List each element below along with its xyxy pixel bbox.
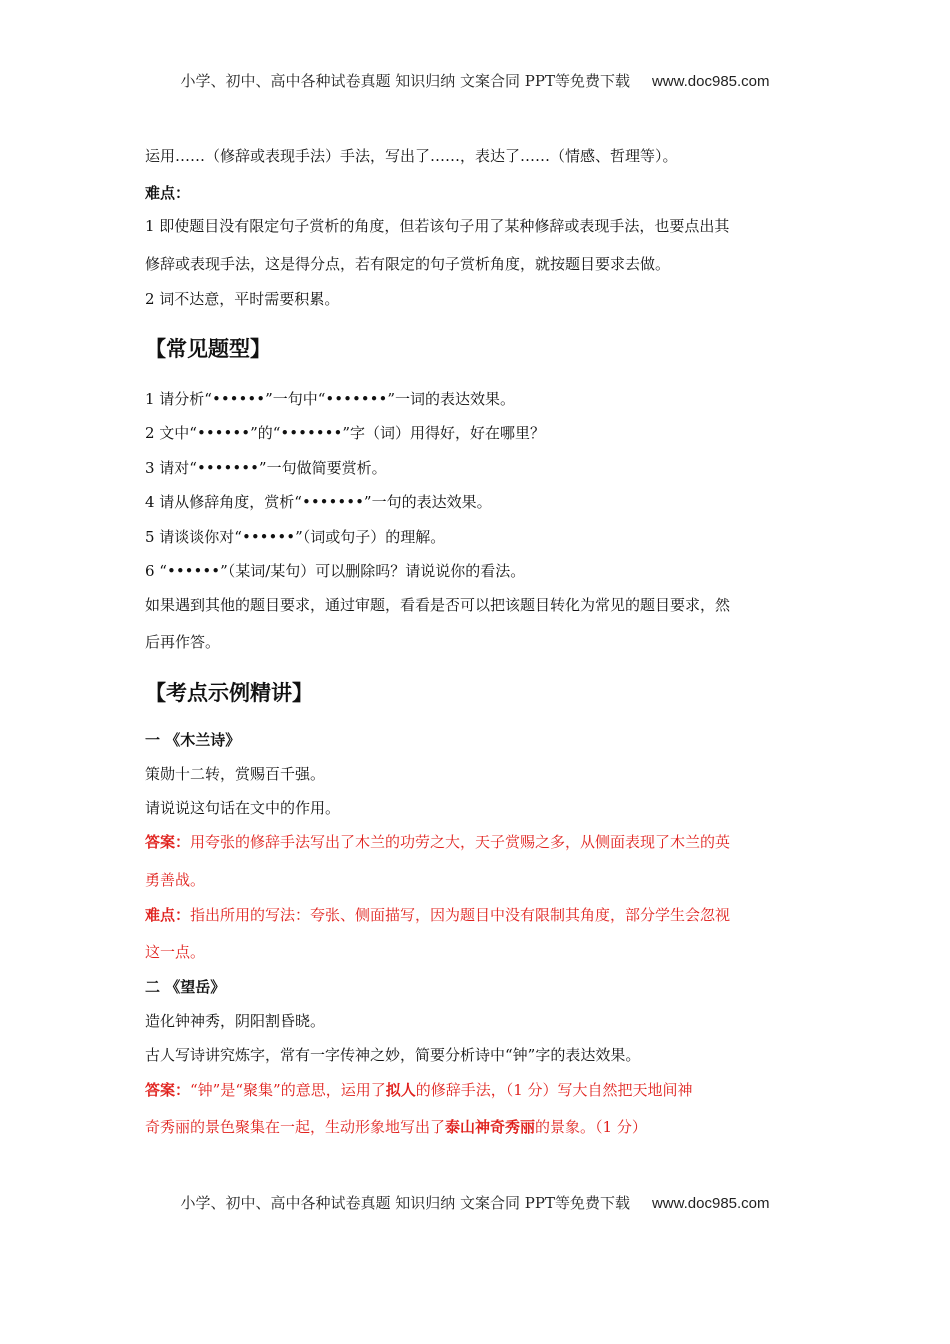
answer-label: 答案： xyxy=(145,1081,191,1099)
examples-title: 【考点示例精讲】 xyxy=(145,681,313,705)
formula-line: 运用……（修辞或表现手法）手法，写出了……，表达了……（情感、哲理等）。 xyxy=(145,147,678,165)
answer-text: “钟”是“聚集”的意思，运用了 xyxy=(190,1081,386,1099)
type-item-2: 2 文中“••••••”的“•••••••”字（词）用得好，好在哪里？ xyxy=(145,424,546,442)
answer-text: 奇秀丽的景色聚集在一起，生动形象地写出了 xyxy=(145,1118,446,1136)
example-2-heading: 二 《望岳》 xyxy=(145,978,226,996)
example-1-answer-line2: 勇善战。 xyxy=(145,871,206,889)
example-2-question: 古人写诗讲究炼字，常有一字传神之妙，简要分析诗中“钟”字的表达效果。 xyxy=(145,1046,641,1064)
footer-text: 小学、初中、高中各种试卷真题 知识归纳 文案合同 PPT等免费下载 xyxy=(180,1194,630,1212)
type-note-line2: 后再作答。 xyxy=(145,633,221,651)
type-item-6: 6 “••••••”（某词/某句）可以删除吗？请说说你的看法。 xyxy=(145,562,526,580)
type-item-3: 3 请对“•••••••”一句做简要赏析。 xyxy=(145,459,387,477)
type-note-line1: 如果遇到其他的题目要求，通过审题，看看是否可以把该题目转化为常见的题目要求，然 xyxy=(145,596,731,614)
example-2-answer xyxy=(145,1080,815,1100)
page-footer xyxy=(0,1192,950,1213)
header-text: 小学、初中、高中各种试卷真题 知识归纳 文案合同 PPT等免费下载 xyxy=(180,72,630,90)
type-item-1: 1 请分析“••••••”一句中“•••••••”一词的表达效果。 xyxy=(145,390,516,408)
example-1-difficulty-line2: 这一点。 xyxy=(145,943,206,961)
type-item-5: 5 请谈谈你对“••••••”（词或句子）的理解。 xyxy=(145,528,446,546)
footer-site[interactable]: www.doc985.com xyxy=(651,1195,770,1212)
example-1-question: 请说说这句话在文中的作用。 xyxy=(145,799,341,817)
difficulty-label: 难点： xyxy=(145,184,191,202)
difficulty-item-1-line1: 1 即使题目没有限定句子赏析的角度，但若该句子用了某种修辞或表现手法，也要点出其 xyxy=(145,217,730,235)
answer-emphasis: 泰山神奇秀丽 xyxy=(445,1118,536,1136)
difficulty-text: 指出所用的写法：夸张、侧面描写，因为题目中没有限制其角度，部分学生会忽视 xyxy=(190,906,731,924)
difficulty-item-2: 2 词不达意，平时需要积累。 xyxy=(145,290,340,308)
example-1-quote: 策勋十二转，赏赐百千强。 xyxy=(145,765,326,783)
example-1-difficulty xyxy=(145,905,815,925)
answer-text: 的景象。（1 分） xyxy=(535,1118,647,1136)
answer-label: 答案： xyxy=(145,833,191,851)
answer-emphasis: 拟人 xyxy=(385,1081,416,1099)
difficulty-label: 难点： xyxy=(145,906,191,924)
page-header xyxy=(0,70,950,91)
common-types-title: 【常见题型】 xyxy=(145,337,271,361)
header-site[interactable]: www.doc985.com xyxy=(651,73,770,90)
answer-text: 的修辞手法，（1 分）写大自然把天地间神 xyxy=(415,1081,693,1099)
example-2-answer-line2 xyxy=(145,1117,815,1137)
example-2-quote: 造化钟神秀，阴阳割昏晓。 xyxy=(145,1012,326,1030)
example-1-heading: 一 《木兰诗》 xyxy=(145,731,241,749)
example-1-answer xyxy=(145,832,815,852)
type-item-4: 4 请从修辞角度，赏析“•••••••”一句的表达效果。 xyxy=(145,493,492,511)
answer-text: 用夸张的修辞手法写出了木兰的功劳之大，天子赏赐之多，从侧面表现了木兰的英 xyxy=(190,833,731,851)
difficulty-item-1-line2: 修辞或表现手法，这是得分点，若有限定的句子赏析角度，就按题目要求去做。 xyxy=(145,255,671,273)
